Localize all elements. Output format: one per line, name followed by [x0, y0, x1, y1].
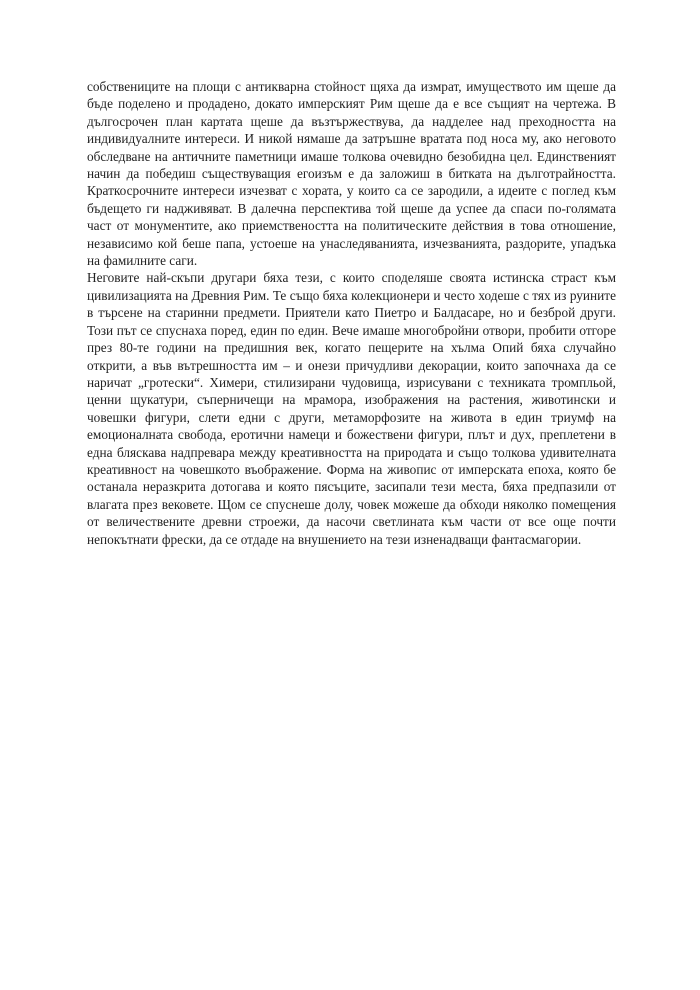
body-text — [87, 78, 616, 548]
paragraph-2: Неговите най-скъпи другари бяха тези, с които споделяше своята истинска страст към цивилизацията на Древния Рим. Те също бяха колекционери и често ходеше с тях из руините в търсене на старинни предмети. Приятели като Пиетро и Балдасаре, но и безброй други. Този път се спуснаха поред, един по един. Вече имаше многобройни отвори, пробити отгоре през 80-те години на предишния век, когато пещерите на хълма Опий бяха случайно открити, а във вътрешността им – и онези причудливи декорации, които започнаха да се наричат „гротески“. Химери, стилизирани чудовища, изрисувани с техниката тромпльой, ценни щукатури, съперничещи на мрамора, изображения на растения, животински и човешки фигури, слети едни с други, метаморфозите на живота в един триумф на емоционалната свобода, еротични намеци и божествени фигури, плът и дух, преплетени в една бляскава надпревара между креативността на природата и също толкова удивителната креативност на човешкото въображение. Форма на живопис от имперската епоха, която бе останала неразкрита дотогава и която пясъците, засипали тези места, бяха предпазили от влагата през вековете. Щом се спуснеше долу, човек можеше да обходи няколко помещения от величествените древни строежи, да насочи светлината към части от все още почти непокътнати фрески, да се отдаде на внушението на тези изненадващи фантасмагории. — [87, 270, 616, 547]
paragraph-1: собствениците на площи с антикварна стойност щяха да измрат, имуществото им щеше да бъде поделено и продадено, докато имперският Рим щеше да е все същият на чертежа. В дългосрочен план картата щеше да възтържествува, да надделее над преходността на индивидуалните интереси. И никой нямаше да затръшне вратата под носа му, ако неговото обследване на античните паметници имаше толкова очевидно безобидна цел. Единственият начин да победиш съществуващия егоизъм е да заложиш в битката на дълготрайността. Краткосрочните интереси изчезват с хората, у които са се зародили, а идеите с поглед към бъдещето ги надживяват. В далечна перспектива той щеше да успее да спаси по-голямата част от монументите, ако приемствеността на политическите действия в това отношение, независимо кой беше папа, устоеше на унаследяванията, изчезванията, раздорите, упадъка на фамилните саги. — [87, 79, 616, 269]
